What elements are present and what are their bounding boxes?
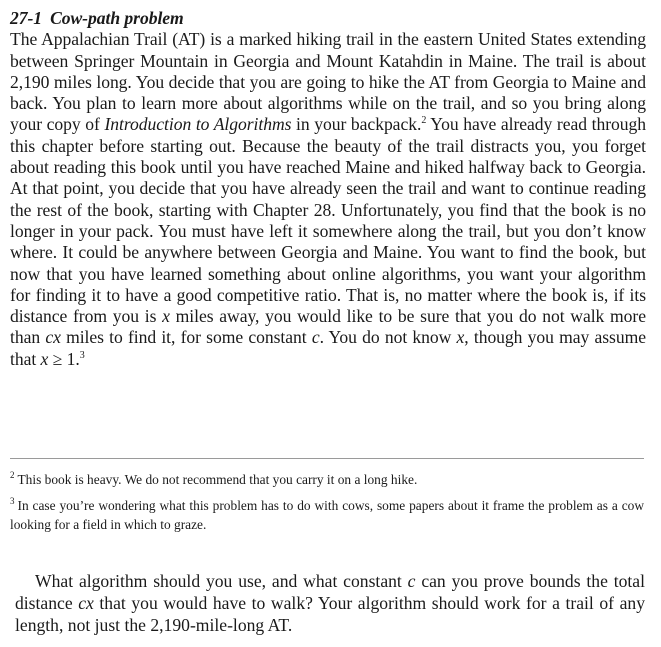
footnote-text: In case you’re wondering what this problem has to do with cows, some papers about it frame the problem as a cow looking for a field in which to graze.: [10, 498, 644, 532]
problem-text-6: . You do not know: [319, 327, 457, 348]
math-var-c: c: [407, 571, 416, 591]
footnote-mark: 2: [10, 470, 15, 480]
footnote-ref-3: 3: [79, 349, 85, 361]
footnote-text: This book is heavy. We do not recommend that you carry it on a long hike.: [17, 472, 418, 487]
question-text-2: can you prove bounds the total distance: [15, 571, 645, 613]
problem-text-4: miles away, you would like to be sure that you do not walk more than: [10, 306, 646, 348]
math-var-x: x: [456, 327, 465, 348]
footnotes: [10, 470, 644, 541]
footnote-divider: [10, 458, 644, 459]
math-var-x: x: [40, 348, 49, 369]
problem-statement: [10, 29, 646, 370]
math-var-cx: cx: [45, 327, 61, 348]
question-text-1: What algorithm should you use, and what constant: [35, 571, 408, 591]
question-text-3: that you would have to walk? Your algorithm should work for a trail of any length, not just the 2,190-mile-long AT.: [15, 593, 645, 635]
footnote-mark: 3: [10, 496, 15, 506]
footnote-ref-2: 2: [421, 115, 427, 127]
problem-27-1: [10, 8, 646, 370]
math-var-c: c: [311, 327, 320, 348]
problem-number: 27-1: [10, 8, 43, 28]
problem-text-1: The Appalachian Trail (AT) is a marked hiking trail in the eastern United States extending between Springer Mountain in Georgia and Mount Katahdin in Maine. The trail is about 2,190 miles long. You decide that you are going to hike the AT from Georgia to Maine and back. You plan to learn more about algorithms while on the trail, and so you bring along your copy of: [10, 29, 646, 135]
math-var-x: x: [162, 306, 170, 327]
problem-heading: [10, 8, 646, 29]
problem-text-3: You have already read through this chapter before starting out. Because the beauty of the trail distracts you, you forget about reading this book until you have reached Maine and hiked halfway back to Georgia. At that point, you decide that you have already seen the trail and want to continue reading the rest of the book, starting with Chapter 28. Unfortunately, you find that the book is no longer in your pack. You must have left it somewhere along the trail, but you don’t know where. It could be anywhere between Georgia and Maine. You want to find the book, but now that you have learned something about online algorithms, you want your algorithm for finding it to have a good competitive ratio. That is, no matter where the book is, if its distance from you is: [10, 114, 647, 327]
footnote-2: [10, 470, 644, 489]
question-paragraph: [15, 570, 645, 636]
problem-text-2: in your backpack.: [291, 114, 422, 135]
book-title: Introduction to Algorithms: [104, 114, 292, 135]
footnote-3: [10, 496, 644, 534]
math-var-cx: cx: [78, 593, 94, 613]
problem-text-8: ≥ 1.: [48, 348, 80, 369]
problem-text-5: miles to find it, for some constant: [60, 327, 312, 348]
problem-text-7: , though you may assume that: [10, 327, 646, 369]
problem-title: Cow-path problem: [50, 8, 184, 28]
